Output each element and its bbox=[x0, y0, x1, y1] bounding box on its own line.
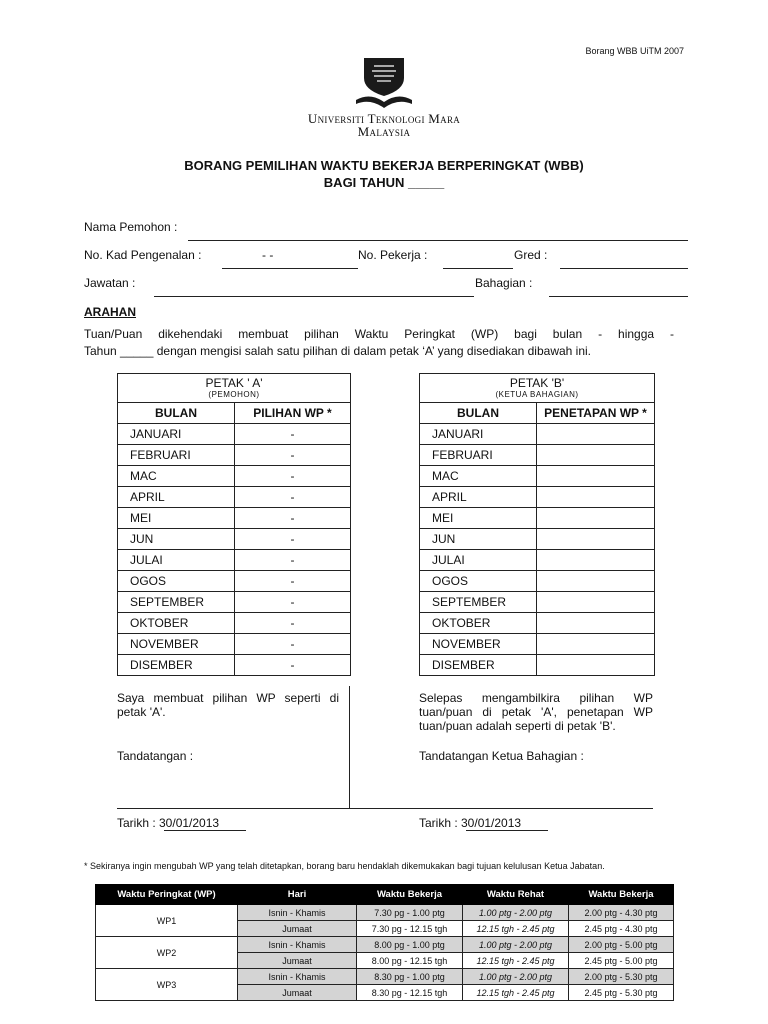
gred-label: Gred : bbox=[514, 248, 548, 262]
jawatan-field[interactable] bbox=[154, 296, 474, 297]
wp-hari: Jumaat bbox=[238, 921, 357, 937]
petak-b-title: PETAK 'B' bbox=[509, 376, 565, 390]
pilihan-wp-cell[interactable]: - bbox=[235, 508, 351, 529]
petak-a-statement: Saya membuat pilihan WP seperti di petak 'A'. bbox=[117, 691, 339, 719]
wp-hari: Jumaat bbox=[238, 985, 357, 1001]
petak-a-date-line bbox=[164, 830, 246, 831]
wp-waktu-rehat: 1.00 ptg - 2.00 ptg bbox=[463, 937, 569, 953]
wp-header-bekerja-2: Waktu Bekerja bbox=[569, 885, 674, 905]
petak-b-header bbox=[419, 373, 655, 403]
wp-waktu-rehat: 1.00 ptg - 2.00 ptg bbox=[463, 905, 569, 921]
month-name: DISEMBER bbox=[118, 655, 235, 676]
pilihan-wp-cell[interactable]: - bbox=[235, 466, 351, 487]
penetapan-wp-cell[interactable] bbox=[537, 655, 655, 676]
footnote: * Sekiranya ingin mengubah WP yang telah ditetapkan, borang baru hendaklah dikemukakan bagi tujuan kelulusan Ketua Jabatan. bbox=[84, 861, 605, 871]
month-row bbox=[118, 424, 351, 445]
wp-header-peringkat: Waktu Peringkat (WP) bbox=[96, 885, 238, 905]
wp-hari: Isnin - Khamis bbox=[238, 969, 357, 985]
petak-b-col-penetapan: PENETAPAN WP * bbox=[537, 403, 655, 424]
month-row bbox=[420, 424, 655, 445]
pilihan-wp-cell[interactable]: - bbox=[235, 550, 351, 571]
month-row bbox=[420, 634, 655, 655]
month-row bbox=[118, 487, 351, 508]
month-row bbox=[420, 550, 655, 571]
month-name: OGOS bbox=[420, 571, 537, 592]
petak-b-col-bulan: BULAN bbox=[420, 403, 537, 424]
wp-group-name: WP1 bbox=[96, 905, 238, 937]
wp-waktu-rehat: 12.15 tgh - 2.45 ptg bbox=[463, 985, 569, 1001]
month-row bbox=[118, 550, 351, 571]
petak-b-date: Tarikh : 30/01/2013 bbox=[419, 816, 522, 830]
arahan-line1: Tuan/Puan dikehendaki membuat pilihan Waktu Peringkat (WP) bagi bulan - hingga - bbox=[84, 327, 674, 341]
penetapan-wp-cell[interactable] bbox=[537, 466, 655, 487]
month-name: JUN bbox=[118, 529, 235, 550]
wp-waktu-bekerja-1: 7.30 pg - 1.00 ptg bbox=[357, 905, 463, 921]
wp-waktu-bekerja-2: 2.45 ptg - 5.00 ptg bbox=[569, 953, 674, 969]
wp-waktu-bekerja-1: 8.30 pg - 12.15 tgh bbox=[357, 985, 463, 1001]
wp-waktu-rehat: 12.15 tgh - 2.45 ptg bbox=[463, 921, 569, 937]
month-row bbox=[118, 634, 351, 655]
pilihan-wp-cell[interactable]: - bbox=[235, 571, 351, 592]
arahan-line2: Tahun _____ dengan mengisi salah satu pilihan di dalam petak ‘A’ yang disediakan dibawah ini. bbox=[84, 344, 592, 358]
university-name: Universiti Teknologi Mara bbox=[307, 111, 461, 126]
wp-waktu-bekerja-1: 8.00 pg - 12.15 tgh bbox=[357, 953, 463, 969]
month-row bbox=[420, 487, 655, 508]
month-name: JANUARI bbox=[118, 424, 235, 445]
month-name: MAC bbox=[118, 466, 235, 487]
month-name: FEBRUARI bbox=[118, 445, 235, 466]
petak-b-subtitle: (KETUA BAHAGIAN) bbox=[495, 390, 579, 399]
month-name: NOVEMBER bbox=[420, 634, 537, 655]
petak-a-title: PETAK ' A' bbox=[205, 376, 263, 390]
wp-row bbox=[96, 969, 674, 985]
wp-waktu-bekerja-1: 7.30 pg - 12.15 tgh bbox=[357, 921, 463, 937]
arahan-heading: ARAHAN bbox=[84, 305, 136, 319]
pilihan-wp-cell[interactable]: - bbox=[235, 634, 351, 655]
petak-b-signature-label: Tandatangan Ketua Bahagian : bbox=[419, 749, 584, 763]
wp-waktu-bekerja-2: 2.00 ptg - 5.00 ptg bbox=[569, 937, 674, 953]
wp-waktu-bekerja-2: 2.00 ptg - 5.30 ptg bbox=[569, 969, 674, 985]
signature-rule bbox=[117, 808, 653, 809]
month-row bbox=[420, 466, 655, 487]
penetapan-wp-cell[interactable] bbox=[537, 592, 655, 613]
petak-a-signature-label: Tandatangan : bbox=[117, 749, 194, 763]
kad-label: No. Kad Pengenalan : bbox=[84, 248, 202, 262]
petak-a-col-bulan: BULAN bbox=[118, 403, 235, 424]
month-name: APRIL bbox=[420, 487, 537, 508]
wp-waktu-bekerja-2: 2.00 ptg - 4.30 ptg bbox=[569, 905, 674, 921]
pilihan-wp-cell[interactable]: - bbox=[235, 487, 351, 508]
month-name: APRIL bbox=[118, 487, 235, 508]
month-row bbox=[420, 529, 655, 550]
petak-b-statement: Selepas mengambilkira pilihan WP tuan/puan di petak 'A', penetapan WP tuan/puan adalah seperti di petak 'B'. bbox=[419, 691, 653, 733]
penetapan-wp-cell[interactable] bbox=[537, 550, 655, 571]
pilihan-wp-cell[interactable]: - bbox=[235, 592, 351, 613]
month-row bbox=[118, 529, 351, 550]
wp-waktu-bekerja-1: 8.00 pg - 1.00 ptg bbox=[357, 937, 463, 953]
month-row bbox=[118, 466, 351, 487]
wp-row bbox=[96, 905, 674, 921]
penetapan-wp-cell[interactable] bbox=[537, 424, 655, 445]
penetapan-wp-cell[interactable] bbox=[537, 487, 655, 508]
month-row bbox=[420, 613, 655, 634]
wp-hari: Jumaat bbox=[238, 953, 357, 969]
nama-field[interactable] bbox=[188, 240, 688, 241]
wp-hari: Isnin - Khamis bbox=[238, 905, 357, 921]
pilihan-wp-cell[interactable]: - bbox=[235, 613, 351, 634]
bahagian-field[interactable] bbox=[549, 296, 688, 297]
wp-waktu-rehat: 1.00 ptg - 2.00 ptg bbox=[463, 969, 569, 985]
month-row bbox=[118, 613, 351, 634]
form-title-year: BAGI TAHUN _____ bbox=[323, 175, 445, 190]
waktu-peringkat-table bbox=[95, 884, 674, 1001]
petak-b-date-line bbox=[466, 830, 548, 831]
wp-waktu-bekerja-2: 2.45 ptg - 4.30 ptg bbox=[569, 921, 674, 937]
pekerja-field[interactable] bbox=[443, 268, 513, 269]
month-row bbox=[420, 571, 655, 592]
kad-field[interactable] bbox=[222, 268, 358, 269]
month-row bbox=[420, 445, 655, 466]
month-name: SEPTEMBER bbox=[420, 592, 537, 613]
pekerja-label: No. Pekerja : bbox=[358, 248, 428, 262]
form-reference: Borang WBB UiTM 2007 bbox=[585, 46, 684, 56]
wp-waktu-bekerja-1: 8.30 pg - 1.00 ptg bbox=[357, 969, 463, 985]
month-row bbox=[420, 655, 655, 676]
penetapan-wp-cell[interactable] bbox=[537, 445, 655, 466]
form-title: BORANG PEMILIHAN WAKTU BEKERJA BERPERINGKAT (WBB) bbox=[184, 158, 584, 173]
wp-header-hari: Hari bbox=[238, 885, 357, 905]
pilihan-wp-cell[interactable]: - bbox=[235, 529, 351, 550]
month-name: OKTOBER bbox=[118, 613, 235, 634]
month-name: MEI bbox=[118, 508, 235, 529]
month-row bbox=[118, 571, 351, 592]
petak-a-col-pilihan: PILIHAN WP * bbox=[235, 403, 351, 424]
wp-hari: Isnin - Khamis bbox=[238, 937, 357, 953]
penetapan-wp-cell[interactable] bbox=[537, 634, 655, 655]
petak-a-subtitle: (PEMOHON) bbox=[208, 390, 260, 399]
month-name: FEBRUARI bbox=[420, 445, 537, 466]
bahagian-label: Bahagian : bbox=[475, 276, 533, 290]
month-row bbox=[118, 592, 351, 613]
wp-header-rehat: Waktu Rehat bbox=[463, 885, 569, 905]
wp-header-bekerja-1: Waktu Bekerja bbox=[357, 885, 463, 905]
jawatan-label: Jawatan : bbox=[84, 276, 136, 290]
month-row bbox=[118, 445, 351, 466]
gred-field[interactable] bbox=[560, 268, 688, 269]
pilihan-wp-cell[interactable]: - bbox=[235, 655, 351, 676]
month-name: JANUARI bbox=[420, 424, 537, 445]
petak-a-header bbox=[117, 373, 351, 403]
month-name: DISEMBER bbox=[420, 655, 537, 676]
month-name: MEI bbox=[420, 508, 537, 529]
petak-a-table bbox=[117, 402, 351, 676]
month-row bbox=[118, 655, 351, 676]
kad-value: - - bbox=[262, 248, 274, 262]
month-name: JULAI bbox=[420, 550, 537, 571]
uitm-crest-icon bbox=[352, 56, 416, 110]
penetapan-wp-cell[interactable] bbox=[537, 613, 655, 634]
month-name: NOVEMBER bbox=[118, 634, 235, 655]
month-row bbox=[420, 508, 655, 529]
wp-waktu-bekerja-2: 2.45 ptg - 5.30 ptg bbox=[569, 985, 674, 1001]
month-name: OKTOBER bbox=[420, 613, 537, 634]
month-name: OGOS bbox=[118, 571, 235, 592]
month-row bbox=[420, 592, 655, 613]
university-country: Malaysia bbox=[357, 124, 411, 139]
pilihan-wp-cell[interactable]: - bbox=[235, 424, 351, 445]
penetapan-wp-cell[interactable] bbox=[537, 571, 655, 592]
month-name: SEPTEMBER bbox=[118, 592, 235, 613]
nama-label: Nama Pemohon : bbox=[84, 220, 178, 234]
month-name: MAC bbox=[420, 466, 537, 487]
wp-waktu-rehat: 12.15 tgh - 2.45 ptg bbox=[463, 953, 569, 969]
petak-b-table bbox=[419, 402, 655, 676]
petak-a-date: Tarikh : 30/01/2013 bbox=[117, 816, 220, 830]
month-name: JUN bbox=[420, 529, 537, 550]
penetapan-wp-cell[interactable] bbox=[537, 529, 655, 550]
month-row bbox=[118, 508, 351, 529]
wp-group-name: WP3 bbox=[96, 969, 238, 1001]
pilihan-wp-cell[interactable]: - bbox=[235, 445, 351, 466]
wp-row bbox=[96, 937, 674, 953]
section-divider bbox=[349, 686, 350, 808]
penetapan-wp-cell[interactable] bbox=[537, 508, 655, 529]
month-name: JULAI bbox=[118, 550, 235, 571]
wp-group-name: WP2 bbox=[96, 937, 238, 969]
